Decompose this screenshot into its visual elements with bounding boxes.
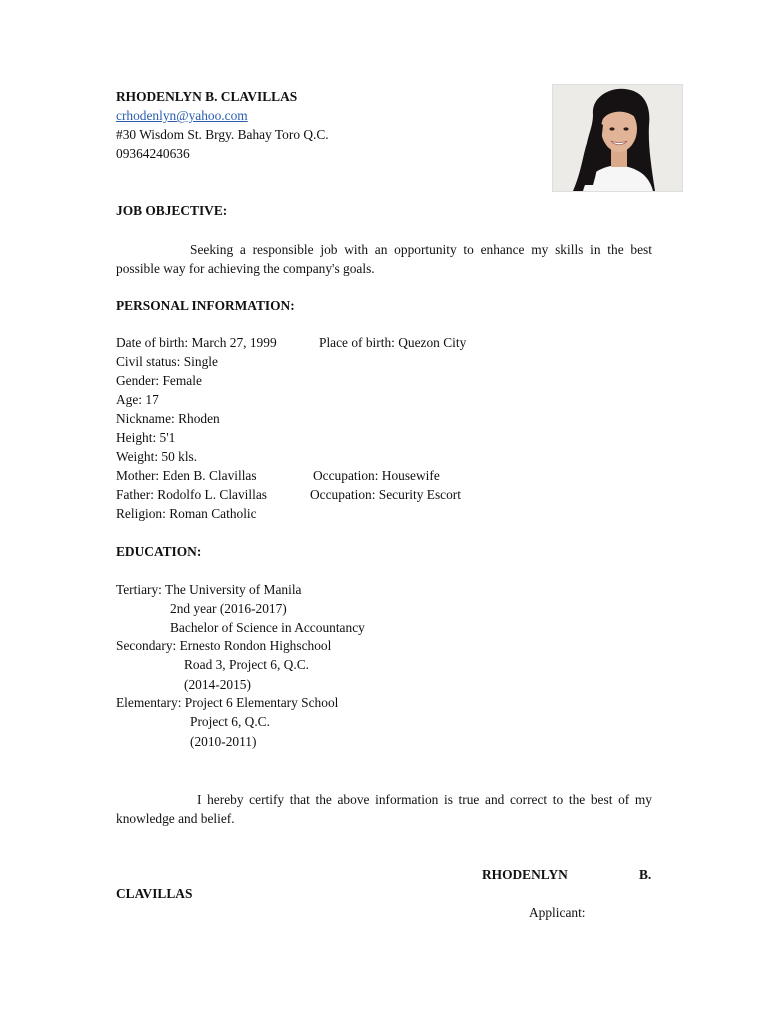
signature-role: Applicant:	[529, 905, 586, 920]
education-heading: EDUCATION:	[116, 544, 202, 559]
father-occupation: Occupation: Security Escort	[310, 487, 461, 502]
applicant-name: RHODENLYN B. CLAVILLAS	[116, 89, 298, 104]
email-link[interactable]: crhodenlyn@yahoo.com	[116, 108, 248, 123]
mother: Mother: Eden B. Clavillas	[116, 468, 257, 483]
date-of-birth: Date of birth: March 27, 1999	[116, 335, 277, 350]
tertiary-course: Bachelor of Science in Accountancy	[170, 620, 365, 635]
elementary-year: (2010-2011)	[190, 734, 257, 749]
gender: Gender: Female	[116, 373, 202, 388]
place-of-birth: Place of birth: Quezon City	[319, 335, 467, 350]
tertiary-year: 2nd year (2016-2017)	[170, 601, 287, 616]
civil-status: Civil status: Single	[116, 354, 218, 369]
signature-first-name: RHODENLYN	[482, 867, 568, 882]
personal-info-heading: PERSONAL INFORMATION:	[116, 298, 295, 313]
height: Height: 5'1	[116, 430, 176, 445]
father: Father: Rodolfo L. Clavillas	[116, 487, 267, 502]
signature-surname: CLAVILLAS	[116, 886, 193, 901]
elementary-address: Project 6, Q.C.	[190, 714, 270, 729]
applicant-photo-icon	[553, 85, 682, 191]
certification-text: I hereby certify that the above information is true and correct to the best of my knowledge and belief.	[116, 792, 652, 826]
job-objective-text: Seeking a responsible job with an opportunity to enhance my skills in the best possible way for achieving the company's goals.	[116, 242, 652, 276]
phone-number: 09364240636	[116, 146, 190, 161]
weight: Weight: 50 kls.	[116, 449, 198, 464]
religion: Religion: Roman Catholic	[116, 506, 257, 521]
signature-middle-initial: B.	[639, 867, 652, 882]
job-objective-heading: JOB OBJECTIVE:	[116, 203, 228, 218]
applicant-photo	[552, 84, 683, 192]
mother-occupation: Occupation: Housewife	[313, 468, 440, 483]
secondary-address: Road 3, Project 6, Q.C.	[184, 657, 309, 672]
nickname: Nickname: Rhoden	[116, 411, 220, 426]
address: #30 Wisdom St. Brgy. Bahay Toro Q.C.	[116, 127, 329, 142]
elementary-school: Elementary: Project 6 Elementary School	[116, 695, 339, 710]
secondary-school: Secondary: Ernesto Rondon Highschool	[116, 638, 332, 653]
tertiary-school: Tertiary: The University of Manila	[116, 582, 302, 597]
age: Age: 17	[116, 392, 159, 407]
secondary-year: (2014-2015)	[184, 677, 251, 692]
